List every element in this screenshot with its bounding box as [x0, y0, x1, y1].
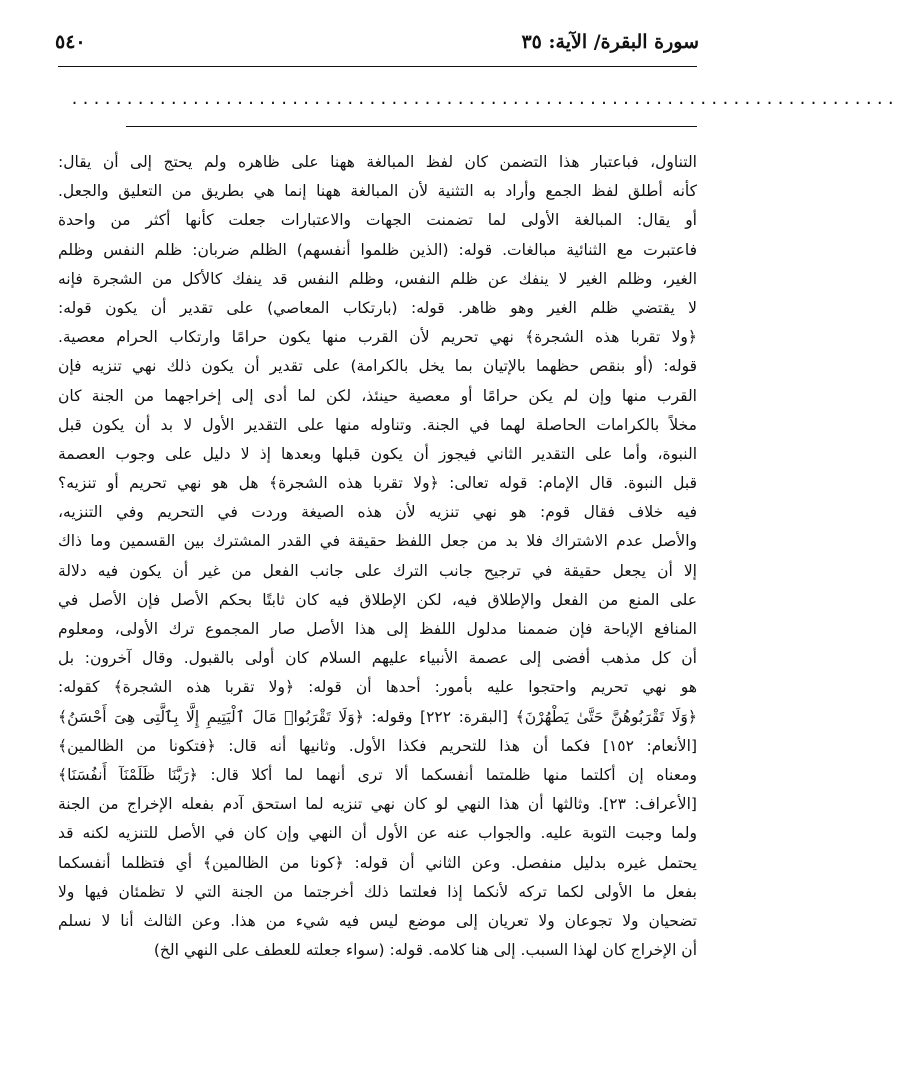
text-line: فيه خلاف فقال قوم: هو نهي تنزيه لأن هذه الصيغة وردت في التحريم وفي التنزيه،	[58, 503, 697, 522]
text-line: القرب منها وإن لم يكن حرامًا أو معصية حينئذ، لكن لما أدى إلى إخراجهما من الجنة كان	[58, 386, 697, 405]
text-line: مخلاً بالكرامات الحاصلة لهما في الجنة. وتناوله منها على التقدير الأول لا بد أن يكون قبل	[58, 415, 697, 434]
text-line: النبوة، وأما على التقدير الثاني فيجوز أن يكون قبلها وبعدها إذ لا دليل على وجوب العصمة	[58, 444, 697, 463]
header-rule	[58, 66, 697, 67]
text-line: لا يقتضي ظلم الغير وهو ظاهر. قوله: (بارتكاب المعاصي) على تقدير أن يكون قوله:	[58, 298, 697, 317]
footnote-separator-rule	[126, 126, 697, 127]
text-line: قوله: (أو بنقص حظهما بالإتيان بما يخل بالكرامة) على تقدير أن يكون ذلك نهي تنزيه فإن	[58, 357, 697, 376]
text-line: إلا أن يجعل حقيقة في ترجيح جانب الترك على جانب الفعل من غير أن يكون فيه دلالة	[58, 561, 697, 580]
chapter-title: سورة البقرة/ الآية: ٣٥	[521, 31, 699, 53]
text-line: على المنع من الفعل والإطلاق فيه، لكن الإطلاق فيه كان ثابتًا بحكم الأصل فإن الأصل في	[58, 590, 697, 609]
text-line: ﴿وَلَا تَقْرَبُوهُنَّ حَتَّىٰ يَطْهُرْنَ﴾ [البقرة: ٢٢٢] وقوله: ﴿وَلَا تَقْرَبُوا۟ مَالَ ٱلْيَتِيمِ إِلَّا بِٱلَّتِى هِىَ أَحْسَنُ﴾	[58, 707, 697, 726]
dotted-separator: ...........................................................................	[70, 90, 897, 108]
text-line: أن الإخراج كان لهذا السبب. إلى هنا كلامه. قوله: (سواء جعلته للعطف على النهي الخ)	[153, 941, 697, 960]
text-line: المنافع الإباحة فإن ضممنا مدلول اللفظ إلى هذا الأصل صار المجموع ترك الأولى، ومعلوم	[58, 620, 697, 638]
text-line: هو نهي تحريم واحتجوا عليه بأمور: أحدها أن قوله: ﴿ولا تقربا هذه الشجرة﴾ كقوله:	[58, 678, 697, 697]
text-line: أو يقال: المبالغة الأولى لما تضمنت الجهات والاعتبارات جعلت كأنها أكثر من واحدة	[58, 211, 697, 230]
text-line: التناول، فباعتبار هذا التضمن كان لفظ المبالغة ههنا على ظاهره ولم يحتج إلى أن يقال:	[58, 153, 697, 171]
running-header	[55, 24, 699, 60]
text-line: قبل النبوة. قال الإمام: قوله تعالى: ﴿ولا تقربا هذه الشجرة﴾ هل هو نهي تحريم أو تنزيه؟	[58, 474, 697, 493]
text-line: أن كل مذهب أفضى إلى عصمة الأنبياء عليهم السلام كان أولى بالقبول. وقال آخرون: بل	[58, 649, 697, 668]
text-line: بفعل ما الأولى لكما تركه لأنكما إذا فعلتما ذلك أخرجتما من الجنة التي لا تظمئان فيها ولا	[58, 882, 697, 901]
text-line: كأنه أطلق لفظ الجمع وأراد به التثنية لأن المبالغة ههنا إنما هي بطريق من التعليق والجعل.	[58, 182, 697, 201]
text-line: [الأنعام: ١٥٢] فكما أن هذا للتحريم فكذا الأول. وثانيها أنه قال: ﴿فتكونا من الظالمين﴾	[58, 736, 697, 755]
text-line: ولما وجبت التوبة عليه. والجواب عنه عن الأول أن النهي وإن كان في الأصل للتنزيه لكنه قد	[58, 824, 697, 843]
text-line: الغير، وظلم الغير لا ينفك عن ظلم النفس، وظلم النفس قد ينفك كالأكل من الشجرة فإنه	[58, 269, 697, 288]
text-line: ومعناه إن أكلتما منها ظلمتما أنفسكما ألا ترى أنهما لما أكلا قال: ﴿رَبَّنَا ظَلَمْنَآ أَنفُسَنَا﴾	[58, 765, 697, 784]
text-line: فاعتبرت مع الثنائية مبالغات. قوله: (الذين ظلموا أنفسهم) الظلم ضربان: ظلم النفس وظلم	[58, 240, 697, 259]
page-number: ٥٤٠	[55, 31, 86, 53]
text-line: ﴿ولا تقربا هذه الشجرة﴾ نهي تحريم لأن القرب منها يكون حرامًا وارتكاب الحرام معصية.	[58, 328, 697, 347]
text-line: تضحيان ولا تجوعان ولا تعريان إلى موضع ليس فيه شيء من هذا. وعن الثالث أنا لا نسلم	[58, 911, 697, 930]
text-line: يحتمل غيره بدليل منفصل. وعن الثاني أن قوله: ﴿كونا من الظالمين﴾ أي فتظلما أنفسكما	[58, 853, 697, 872]
text-line: [الأعراف: ٢٣]. وثالثها أن هذا النهي لو كان نهي تنزيه لما استحق آدم بفعله الإخراج من الجنة	[58, 795, 697, 814]
text-line: والأصل عدم الاشتراك فلا بد من جعل اللفظ حقيقة في القدر المشترك بين القسمين وما ذاك	[58, 532, 697, 551]
commentary-text	[58, 148, 697, 965]
